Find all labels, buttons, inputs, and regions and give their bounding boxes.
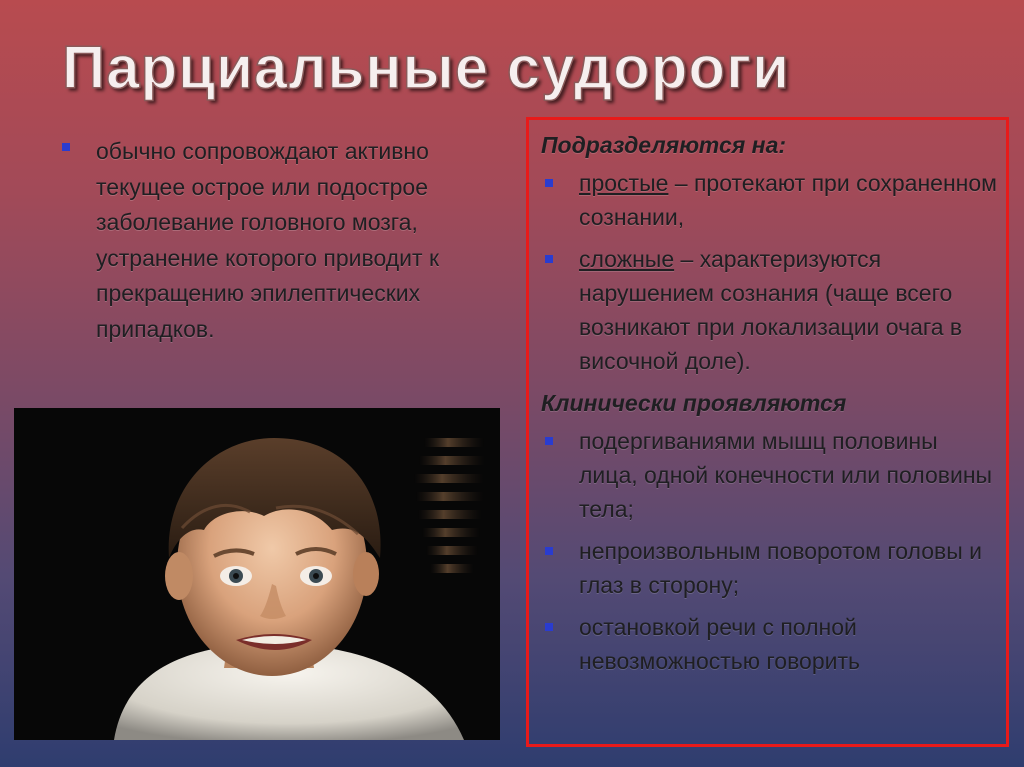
type-term-complex: сложные xyxy=(579,246,675,272)
info-panel-content xyxy=(541,128,998,686)
sign-item xyxy=(541,610,998,678)
slide-title: Парциальные судороги xyxy=(62,34,790,101)
child-face-photo xyxy=(14,408,500,740)
type-item-complex xyxy=(541,242,998,378)
type-desc-simple: – протекают при сохраненном сознании, xyxy=(579,170,997,230)
subdivision-heading: Подразделяются на: xyxy=(541,132,787,158)
square-bullet-icon xyxy=(545,437,553,445)
sign-text: непроизвольным поворотом головы и глаз в сторону; xyxy=(579,538,982,598)
square-bullet-icon xyxy=(545,547,553,555)
square-bullet-icon xyxy=(545,255,553,263)
square-bullet-icon xyxy=(62,143,70,151)
sign-text: остановкой речи с полной невозможностью говорить xyxy=(579,614,860,674)
type-item-simple xyxy=(541,166,998,234)
type-desc-complex: – характеризуются нарушением сознания (чаще всего возникают при локализации очага в височной доле). xyxy=(579,246,963,374)
left-bullet-item xyxy=(62,134,512,347)
sign-item xyxy=(541,534,998,602)
square-bullet-icon xyxy=(545,179,553,187)
clinical-heading: Клинически проявляются xyxy=(541,390,847,416)
type-term-simple: простые xyxy=(579,170,669,196)
left-bullet-list xyxy=(62,134,512,347)
sign-item xyxy=(541,424,998,526)
square-bullet-icon xyxy=(545,623,553,631)
left-bullet-text: обычно сопровождают активно текущее острое или подострое заболевание головного мозга, устранение которого приводит к прекращению эпилептических припадков. xyxy=(96,138,440,342)
sign-text: подергиваниями мышц половины лица, одной конечности или половины тела; xyxy=(579,428,993,522)
info-panel xyxy=(526,117,1009,747)
